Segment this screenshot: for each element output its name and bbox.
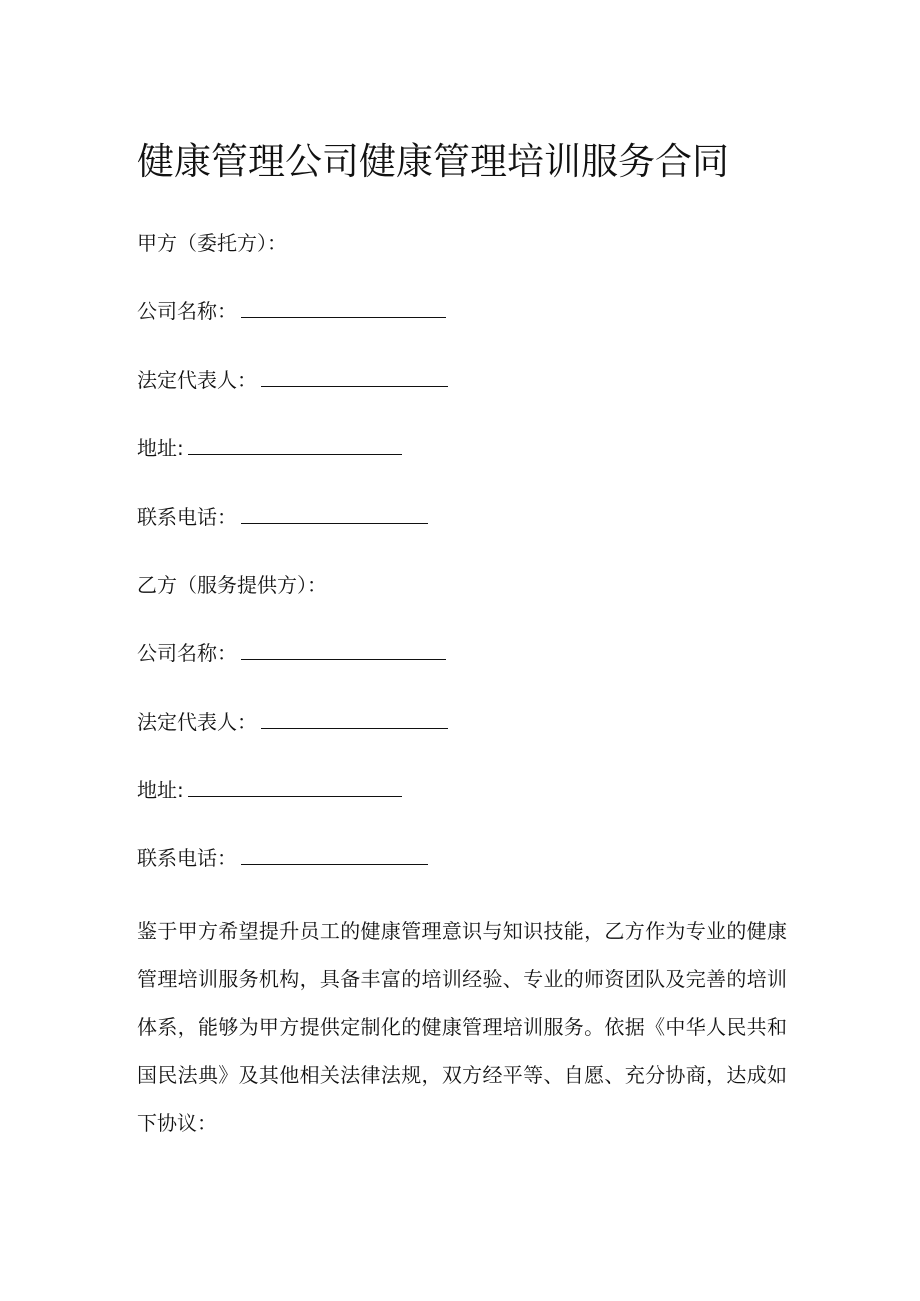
party-a-address-label: 地址: xyxy=(137,436,184,460)
preamble-paragraph: 鉴于甲方希望提升员工的健康管理意识与知识技能，乙方作为专业的健康管理培训服务机构，具备丰富的培训经验、专业的师资团队及完善的培训体系，能够为甲方提供定制化的健康管理培训服务。依据《中华人民共和国民法典》及其他相关法律法规，双方经平等、自愿、充分协商，达成如下协议： xyxy=(137,919,787,1135)
document-title: 健康管理公司健康管理培训服务合同 xyxy=(137,140,729,183)
party-b-legal-rep-row xyxy=(137,707,448,737)
party-a-company-name-blank xyxy=(241,297,446,318)
party-a-address-row xyxy=(137,433,402,463)
party-a-legal-rep-label: 法定代表人： xyxy=(137,368,257,392)
party-a-company-name-row xyxy=(137,296,446,326)
party-b-company-name-blank xyxy=(241,639,446,660)
party-a-heading: 甲方（委托方）： xyxy=(137,231,287,255)
party-a-address-blank xyxy=(188,434,402,455)
party-a-phone-label: 联系电话： xyxy=(137,505,237,529)
party-b-heading: 乙方（服务提供方）： xyxy=(137,573,327,597)
party-a-legal-rep-row xyxy=(137,365,448,395)
party-b-address-blank xyxy=(188,776,402,797)
party-b-address-label: 地址: xyxy=(137,778,184,802)
party-a-phone-blank xyxy=(241,503,428,524)
party-b-phone-blank xyxy=(241,844,428,865)
party-a-legal-rep-blank xyxy=(261,366,448,387)
party-b-phone-label: 联系电话： xyxy=(137,846,237,870)
party-b-legal-rep-label: 法定代表人： xyxy=(137,710,257,734)
party-b-address-row xyxy=(137,775,402,805)
party-b-legal-rep-blank xyxy=(261,708,448,729)
party-a-company-name-label: 公司名称： xyxy=(137,299,237,323)
party-b-company-name-label: 公司名称： xyxy=(137,641,237,665)
party-a-phone-row xyxy=(137,502,428,532)
party-b-phone-row xyxy=(137,843,428,873)
party-b-company-name-row xyxy=(137,638,446,668)
